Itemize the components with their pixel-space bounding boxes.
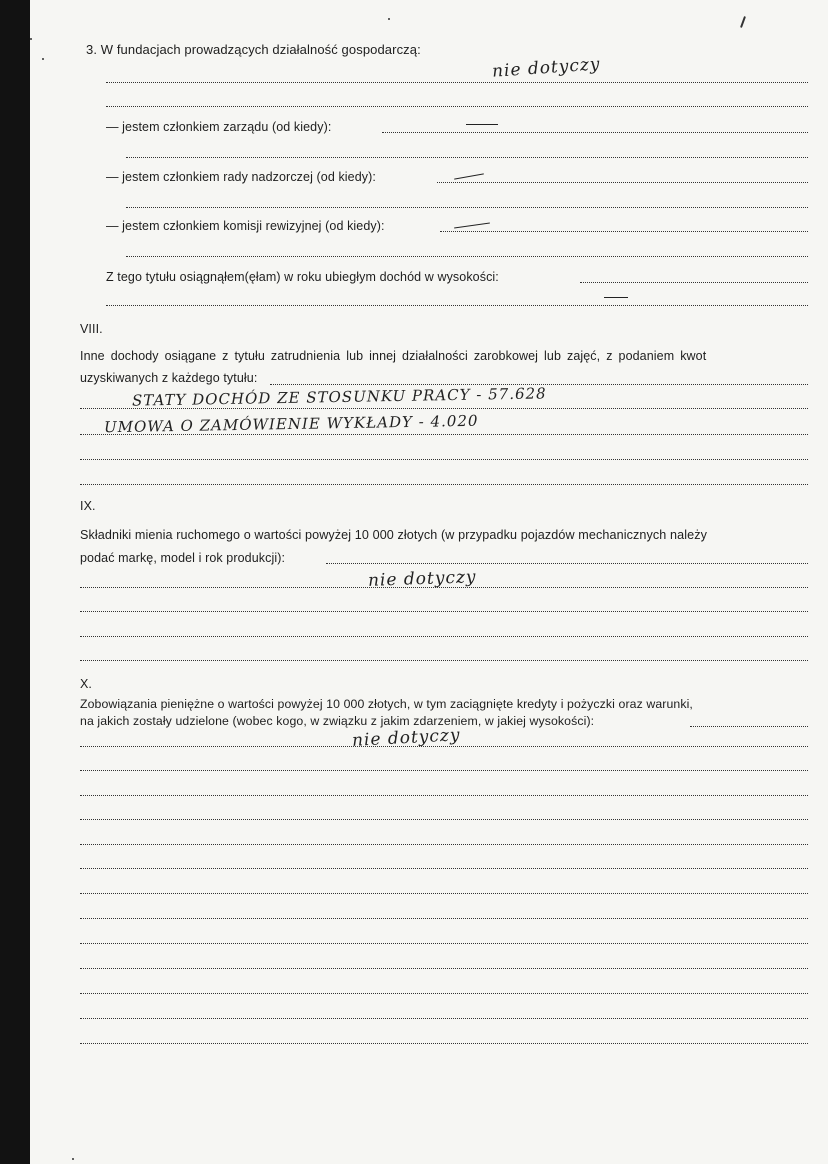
scan-speck bbox=[388, 18, 390, 20]
answer-line bbox=[80, 993, 808, 994]
audit-member-label: — jestem członkiem komisji rewizyjnej (od kiedy): bbox=[106, 219, 385, 233]
section10-number: X. bbox=[80, 677, 93, 691]
answer-line bbox=[80, 968, 808, 969]
section8-entry2: UMOWA O ZAMÓWIENIE WYKŁADY - 4.020 bbox=[103, 411, 479, 437]
answer-line bbox=[80, 943, 808, 944]
section10-handwritten: nie dotyczy bbox=[351, 725, 461, 751]
board-member-label: — jestem członkiem zarządu (od kiedy): bbox=[106, 120, 332, 134]
section8-entry1: STATY DOCHÓD ZE STOSUNKU PRACY - 57.628 bbox=[131, 384, 547, 410]
answer-line bbox=[326, 563, 808, 564]
answer-line bbox=[80, 893, 808, 894]
answer-line bbox=[440, 231, 808, 232]
answer-line bbox=[126, 207, 808, 208]
section10-text-line2: na jakich zostały udzielone (wobec kogo, w związku z jakim zdarzeniem, w jakiej wysokości): bbox=[80, 714, 595, 728]
income-label: Z tego tytułu osiągnąłem(ęłam) w roku ubiegłym dochód w wysokości: bbox=[106, 270, 499, 284]
section9-text-line2: podać markę, model i rok produkcji): bbox=[80, 551, 286, 565]
section8-text-line2: uzyskiwanych z każdego tytułu: bbox=[80, 371, 258, 385]
section9-number: IX. bbox=[80, 499, 96, 513]
answer-line bbox=[437, 182, 808, 183]
answer-line bbox=[690, 726, 808, 727]
scan-speck bbox=[72, 1158, 74, 1160]
answer-line bbox=[80, 636, 808, 637]
section9-handwritten: nie dotyczy bbox=[367, 567, 477, 591]
answer-line bbox=[80, 868, 808, 869]
answer-line bbox=[80, 1043, 808, 1044]
section3-handwritten: nie dotyczy bbox=[491, 54, 602, 82]
answer-line bbox=[80, 484, 808, 485]
handwritten-dash bbox=[454, 222, 490, 228]
answer-line bbox=[80, 795, 808, 796]
answer-line bbox=[580, 282, 808, 283]
scan-dark-edge bbox=[0, 0, 30, 1164]
answer-line bbox=[80, 1018, 808, 1019]
section10-text-line1: Zobowiązania pieniężne o wartości powyżej 10 000 złotych, w tym zaciągnięte kredyty i pożyczki oraz warunki, bbox=[80, 697, 693, 711]
answer-line bbox=[80, 844, 808, 845]
answer-line bbox=[126, 256, 808, 257]
answer-line bbox=[80, 660, 808, 661]
answer-line bbox=[80, 770, 808, 771]
handwritten-dash bbox=[466, 124, 498, 125]
answer-line bbox=[382, 132, 808, 133]
handwritten-dash bbox=[604, 297, 628, 298]
section8-text-line1: Inne dochody osiągane z tytułu zatrudnienia lub innej działalności zarobkowej lub zajęć, z podaniem kwot bbox=[80, 349, 707, 363]
answer-line bbox=[80, 918, 808, 919]
scan-speck bbox=[740, 16, 746, 28]
supervisory-member-label: — jestem członkiem rady nadzorczej (od kiedy): bbox=[106, 170, 376, 184]
answer-line bbox=[106, 82, 808, 83]
answer-line bbox=[80, 587, 808, 588]
answer-line bbox=[80, 408, 808, 409]
scan-speck bbox=[42, 58, 44, 60]
answer-line bbox=[80, 611, 808, 612]
answer-line bbox=[80, 819, 808, 820]
answer-line bbox=[106, 305, 808, 306]
section3-heading: 3. W fundacjach prowadzących działalność gospodarczą: bbox=[86, 42, 421, 57]
section8-number: VIII. bbox=[80, 322, 103, 336]
answer-line bbox=[80, 434, 808, 435]
answer-line bbox=[126, 157, 808, 158]
handwritten-dash bbox=[454, 173, 484, 179]
scan-speck bbox=[30, 38, 32, 40]
form-page bbox=[30, 0, 828, 1164]
answer-line bbox=[80, 459, 808, 460]
answer-line bbox=[106, 106, 808, 107]
answer-line bbox=[80, 746, 808, 747]
section9-text-line1: Składniki mienia ruchomego o wartości powyżej 10 000 złotych (w przypadku pojazdów mechanicznych należy bbox=[80, 528, 707, 542]
